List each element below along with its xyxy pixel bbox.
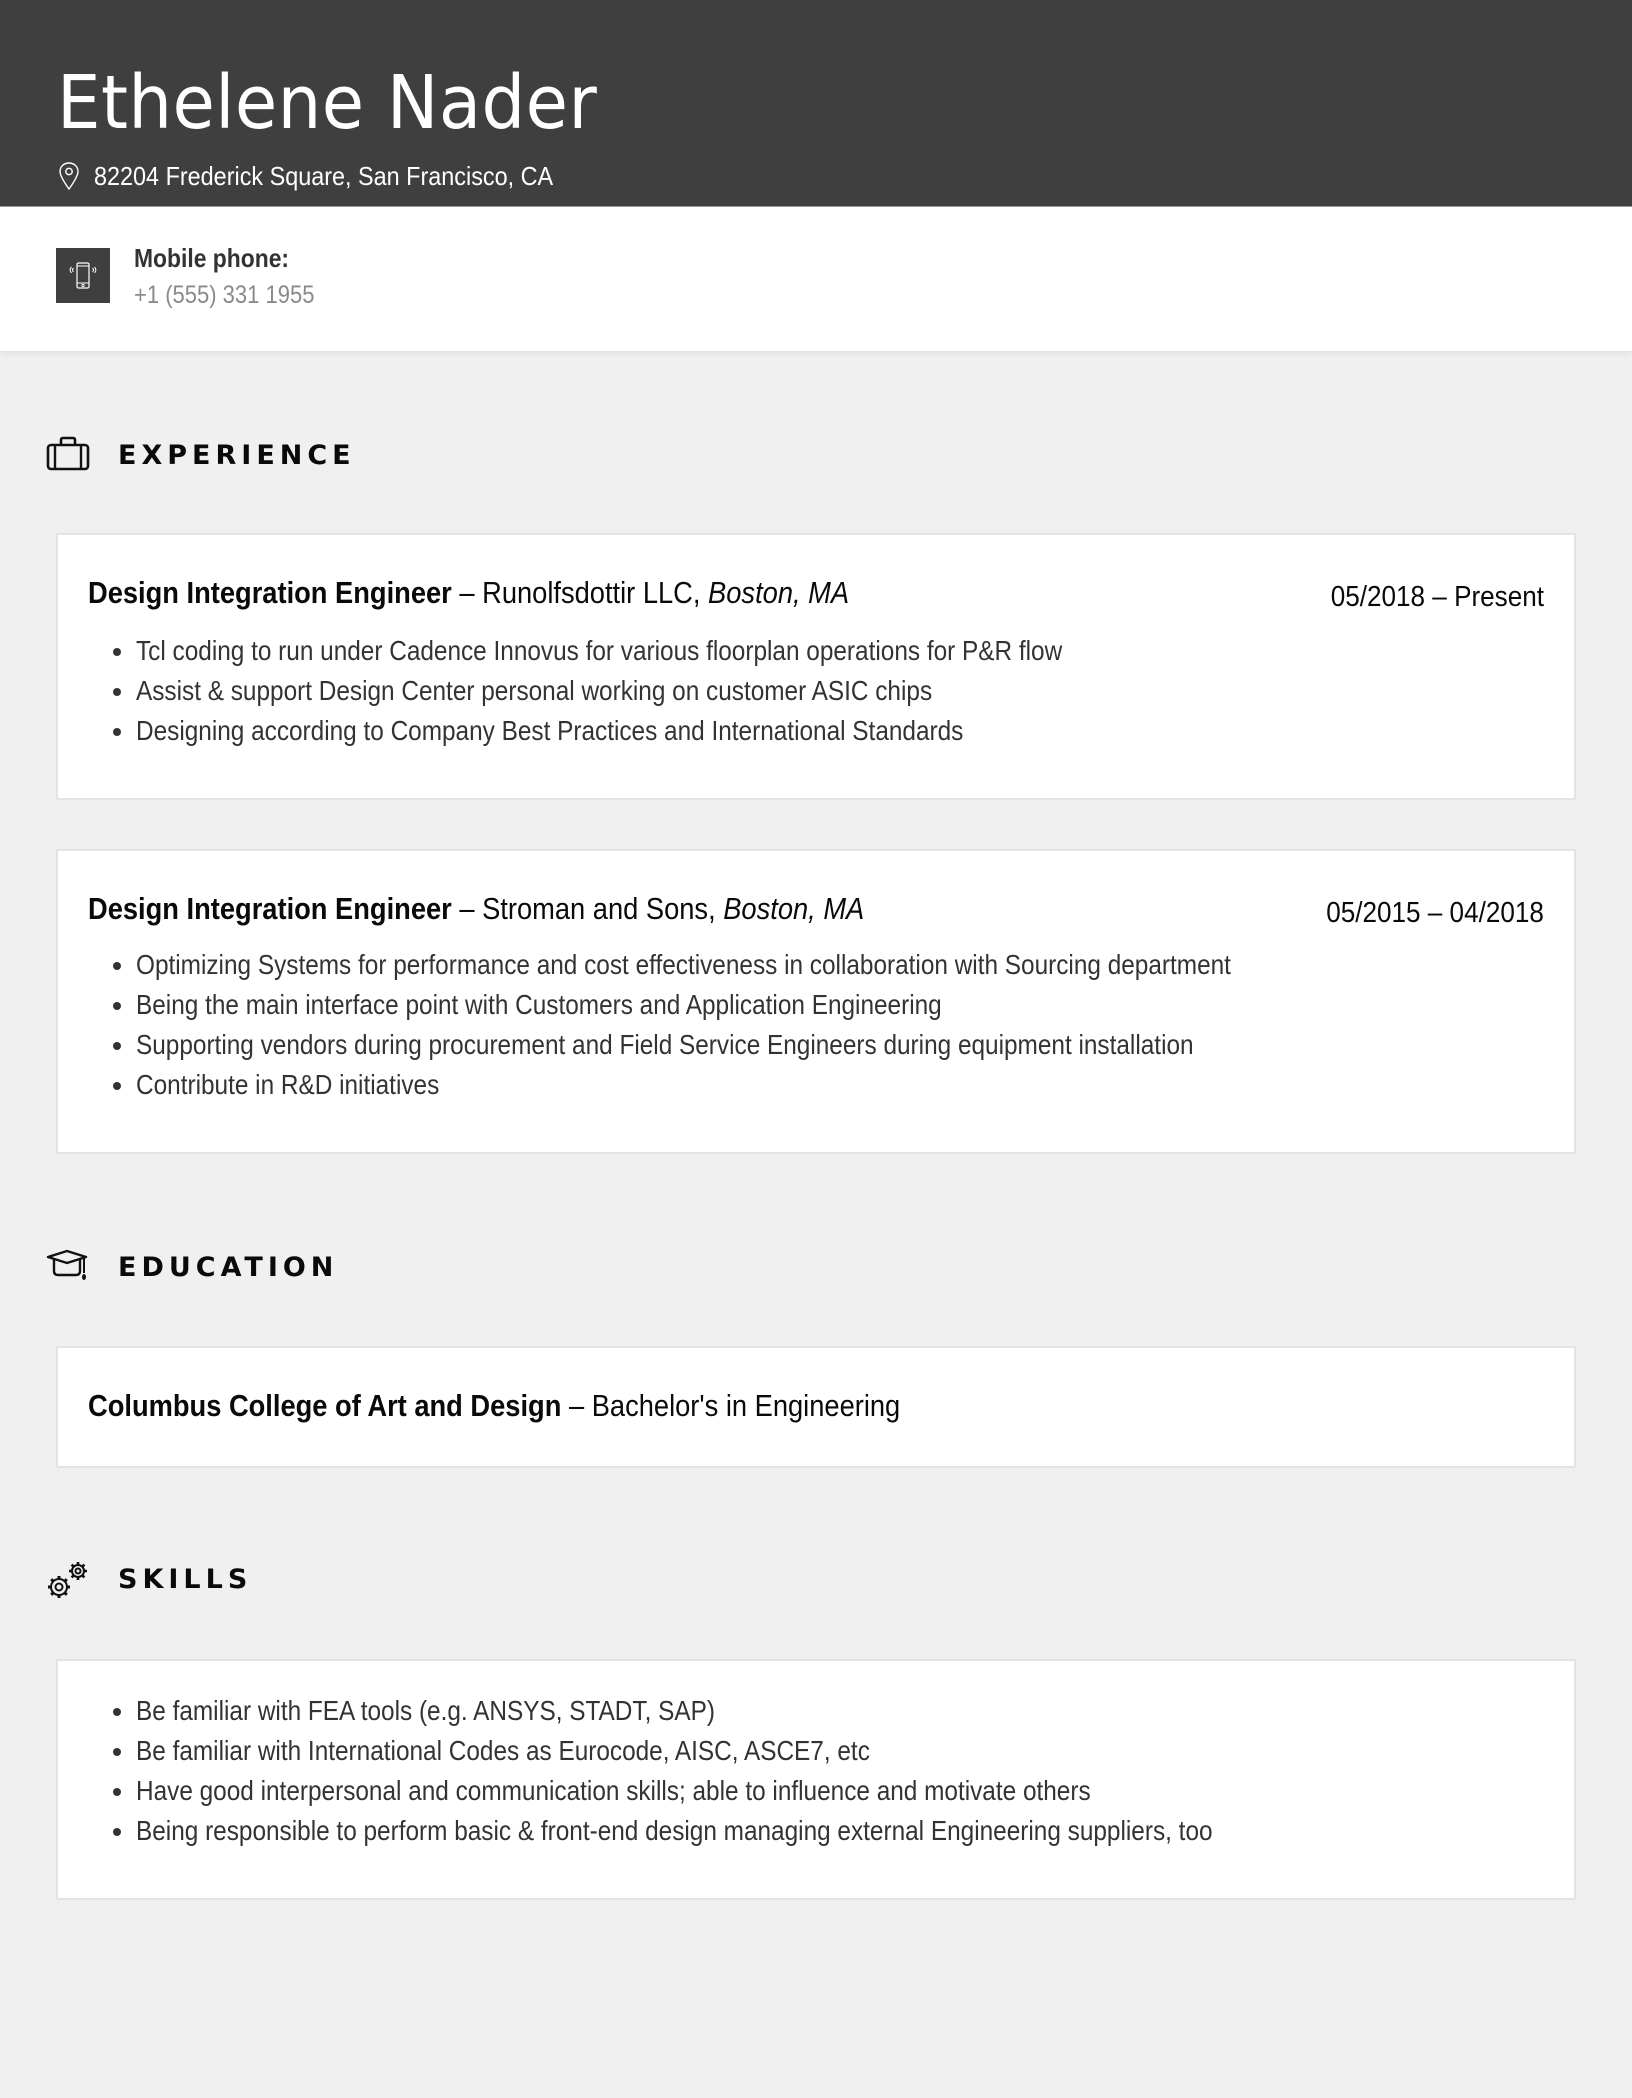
job-bullets	[88, 631, 1201, 751]
bullet-icon	[113, 1002, 121, 1010]
job-dates: 05/2018 – Present	[1330, 581, 1544, 613]
skills-card	[56, 1659, 1576, 1900]
job-card	[56, 849, 1576, 1154]
list-item: Be familiar with FEA tools (e.g. ANSYS, STADT, SAP)	[88, 1691, 1373, 1731]
bullet-icon	[113, 648, 121, 656]
list-item: Being the main interface point with Customers and Application Engineering	[88, 985, 1395, 1025]
contact-bar	[0, 206, 1632, 351]
bullet-icon	[113, 1082, 121, 1090]
job-bullets	[88, 945, 1395, 1105]
list-item: Supporting vendors during procurement and Field Service Engineers during equipment installation	[88, 1025, 1395, 1065]
list-item: Assist & support Design Center personal working on customer ASIC chips	[88, 671, 1201, 711]
school-name: Columbus College of Art and Design	[88, 1388, 562, 1423]
job-dates: 05/2015 – 04/2018	[1326, 897, 1544, 929]
job-company: Stroman and Sons	[482, 891, 709, 926]
list-item: Contribute in R&D initiatives	[88, 1065, 1395, 1105]
graduation-cap-icon	[46, 1247, 90, 1287]
list-item: Optimizing Systems for performance and cost effectiveness in collaboration with Sourcing department	[88, 945, 1395, 985]
list-item: Tcl coding to run under Cadence Innovus for various floorplan operations for P&R flow	[88, 631, 1201, 671]
education-card	[56, 1346, 1576, 1468]
mobile-phone-icon	[56, 248, 110, 303]
bullet-icon	[113, 962, 121, 970]
bullet-icon	[113, 1748, 121, 1756]
comma: ,	[708, 891, 724, 926]
briefcase-icon	[46, 435, 90, 475]
list-item: Have good interpersonal and communication skills; able to influence and motivate others	[88, 1771, 1373, 1811]
degree: Bachelor's in Engineering	[591, 1388, 901, 1423]
job-title-line	[88, 575, 849, 611]
education-title: EDUCATION	[118, 1251, 339, 1283]
candidate-name: Ethelene Nader	[57, 60, 598, 146]
job-location: Boston, MA	[723, 891, 865, 926]
job-card	[56, 533, 1576, 800]
separator: –	[451, 891, 483, 926]
job-role: Design Integration Engineer	[88, 575, 452, 610]
phone-label: Mobile phone:	[134, 243, 290, 273]
list-item: Being responsible to perform basic & front-end design managing external Engineering suppliers, too	[88, 1811, 1373, 1851]
bullet-icon	[113, 728, 121, 736]
list-item: Designing according to Company Best Practices and International Standards	[88, 711, 1201, 751]
resume-header	[0, 0, 1632, 206]
comma: ,	[692, 575, 709, 610]
education-line	[88, 1388, 900, 1424]
separator: –	[451, 575, 483, 610]
gears-icon	[46, 1559, 90, 1599]
phone-number[interactable]: +1 (555) 331 1955	[134, 281, 315, 309]
education-heading	[46, 1245, 339, 1289]
address-text: 82204 Frederick Square, San Francisco, CA	[94, 160, 554, 191]
experience-title: EXPERIENCE	[118, 439, 356, 471]
experience-heading	[46, 433, 356, 477]
list-item: Be familiar with International Codes as Eurocode, AISC, ASCE7, etc	[88, 1731, 1373, 1771]
bullet-icon	[113, 1042, 121, 1050]
job-company: Runolfsdottir LLC	[482, 575, 693, 610]
bullet-icon	[113, 1828, 121, 1836]
skills-heading	[46, 1557, 253, 1601]
map-pin-icon	[57, 161, 81, 191]
separator: –	[561, 1388, 592, 1423]
job-role: Design Integration Engineer	[88, 891, 452, 926]
bullet-icon	[113, 1788, 121, 1796]
job-title-line	[88, 891, 864, 927]
address	[57, 158, 604, 194]
skills-title: SKILLS	[118, 1563, 253, 1595]
bullet-icon	[113, 688, 121, 696]
skills-bullets	[88, 1691, 1373, 1851]
job-location: Boston, MA	[708, 575, 850, 610]
bullet-icon	[113, 1708, 121, 1716]
